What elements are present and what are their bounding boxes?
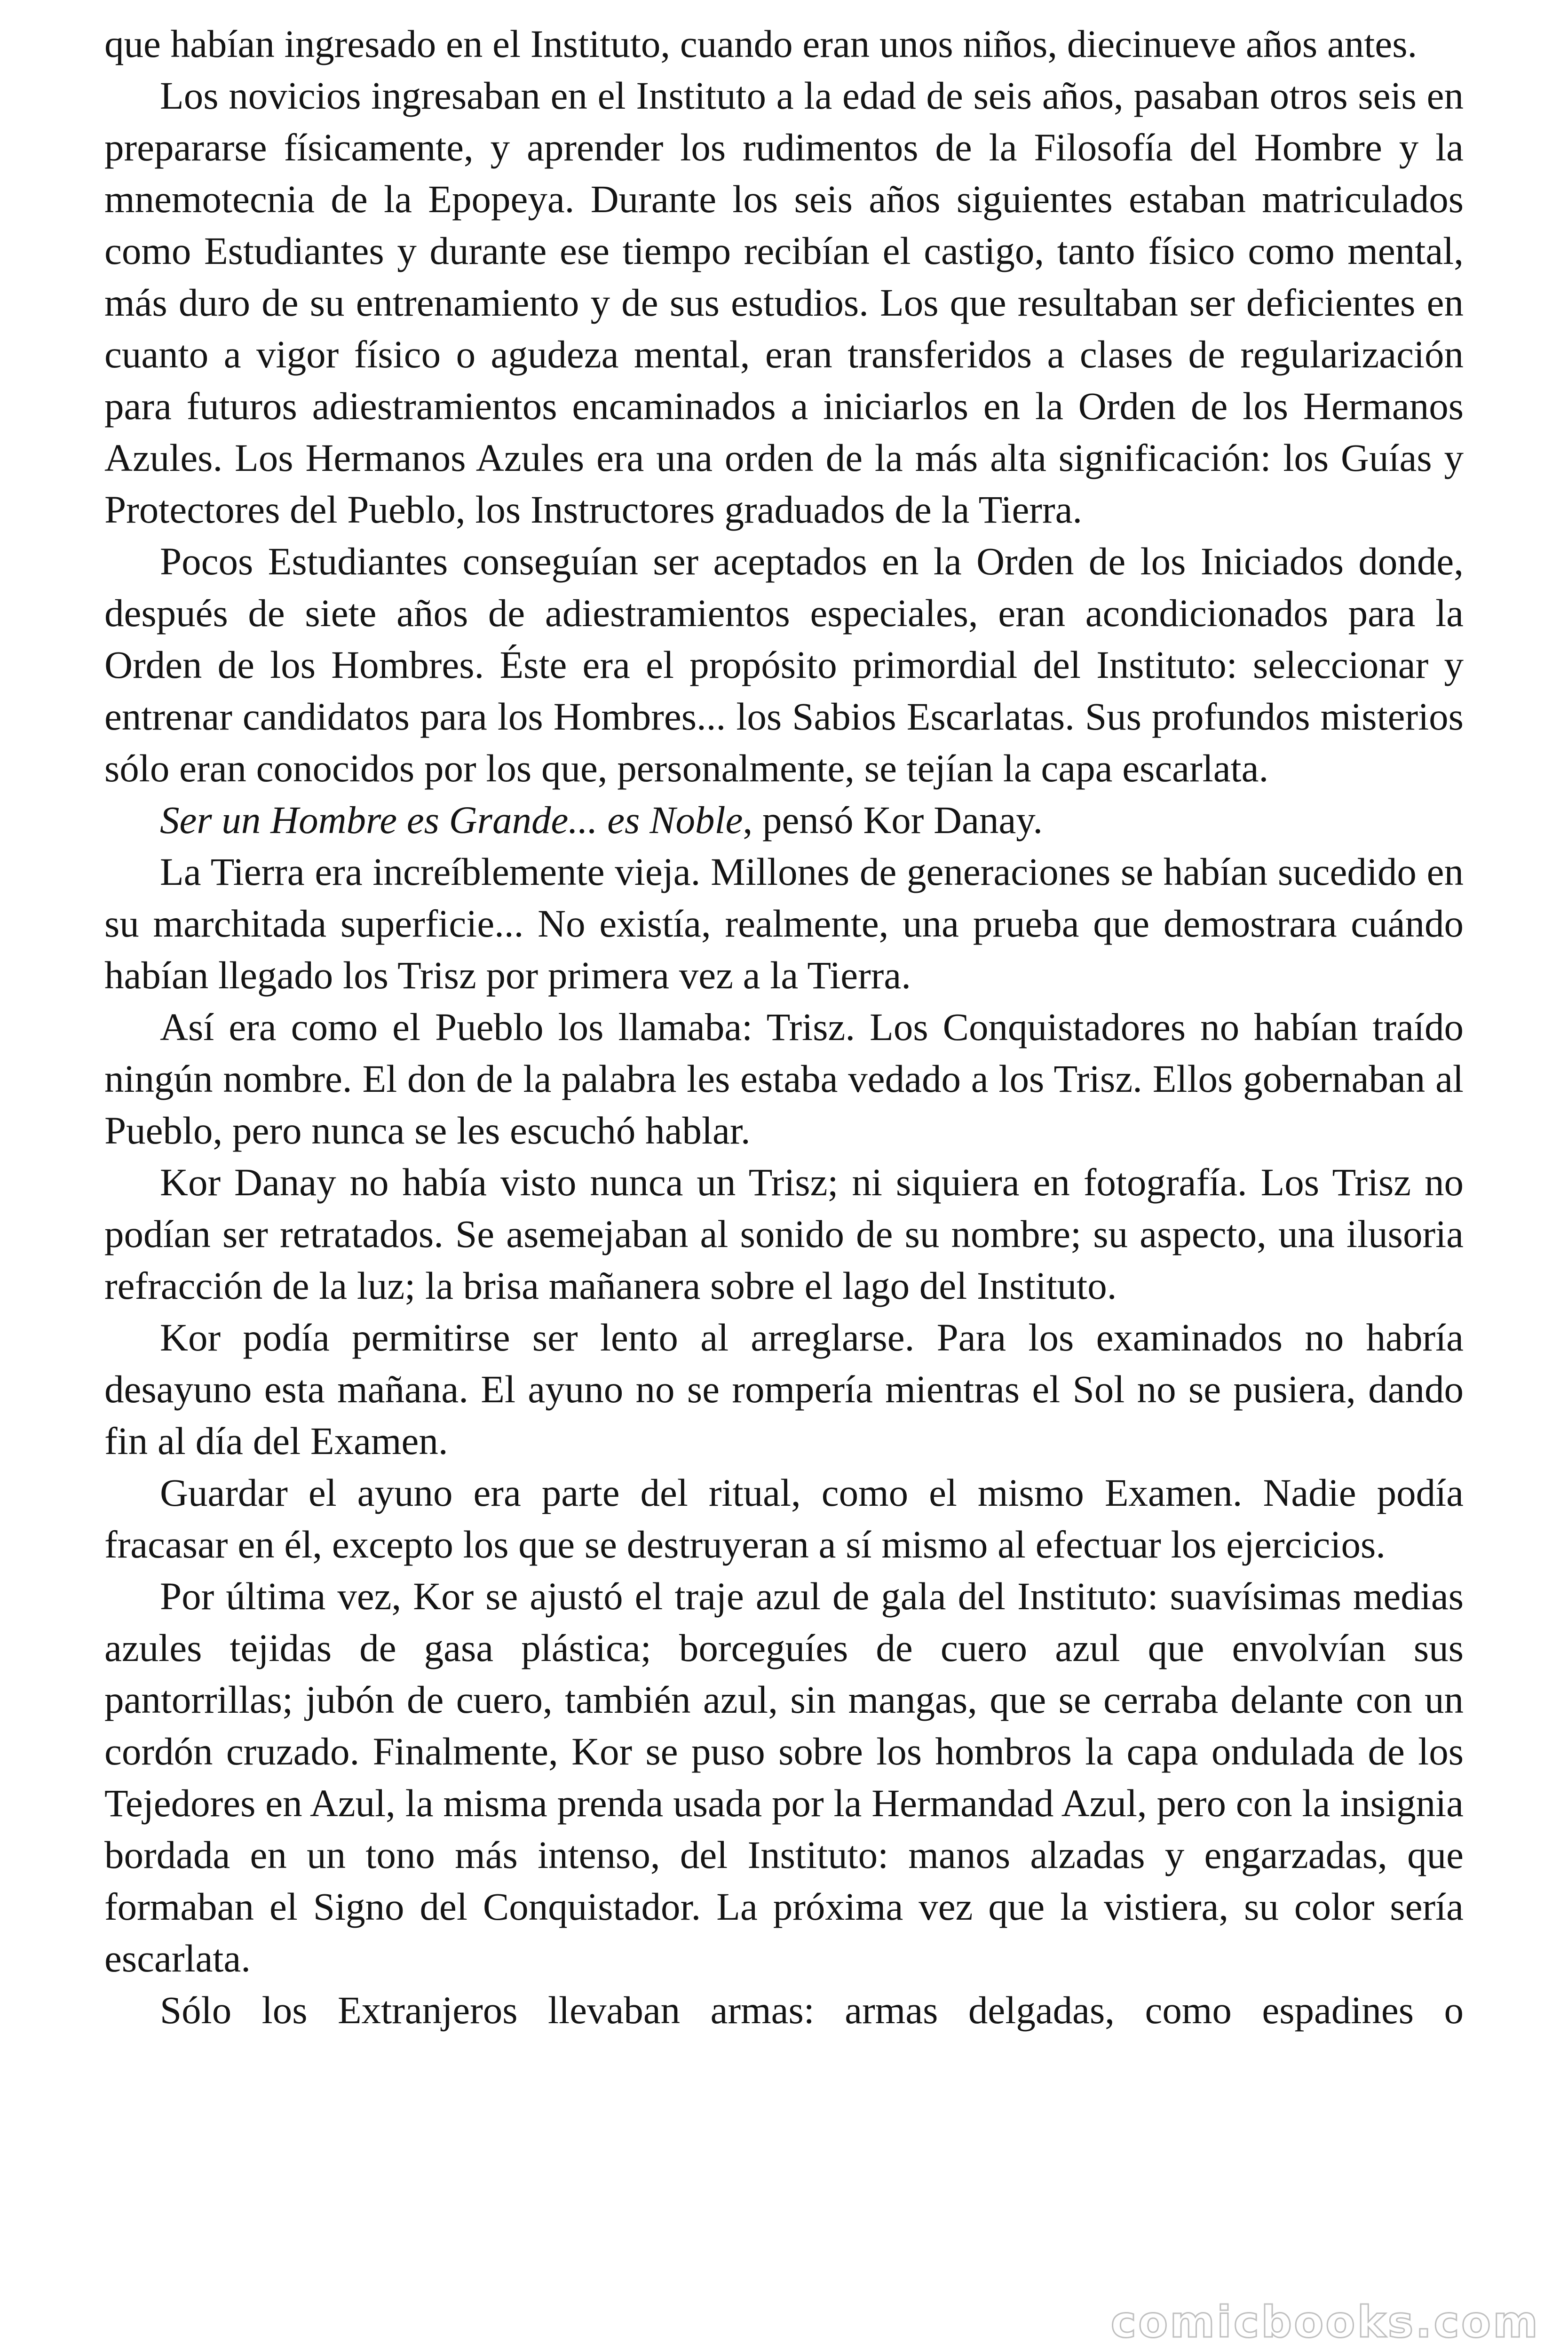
watermark-logo: comicbooks.com (1110, 2297, 1540, 2347)
paragraph: Sólo los Extranjeros llevaban armas: armas delgadas, como espadines o (160, 1988, 1464, 2032)
paragraph: Kor Danay no había visto nunca un Trisz; ni siquiera en fotografía. Los Trisz no podían ser retratados. Se asemejaban al sonido de su nombre; su aspecto, una ilusoria refracción de la luz; la brisa mañanera sobre el lago del Instituto. (104, 1160, 1464, 1307)
paragraph (104, 794, 1464, 846)
paragraph: Así era como el Pueblo los llamaba: Trisz. Los Conquistadores no habían traído ningún nombre. El don de la palabra les estaba vedado a los Trisz. Ellos gobernaban al Pueblo, pero nunca se les escuchó hablar. (104, 1005, 1464, 1152)
paragraph: Kor podía permitirse ser lento al arreglarse. Para los examinados no habría desayuno esta mañana. El ayuno no se rompería mientras el Sol no se pusiera, dando fin al día del Examen. (104, 1316, 1464, 1462)
paragraph: La Tierra era increíblemente vieja. Millones de generaciones se habían sucedido en su marchitada superficie... No existía, realmente, una prueba que demostrara cuándo habían llegado los Trisz por primera vez a la Tierra. (104, 850, 1464, 997)
paragraph: Guardar el ayuno era parte del ritual, como el mismo Examen. Nadie podía fracasar en él, excepto los que se destruyeran a sí mismo al efectuar los ejercicios. (104, 1471, 1464, 1566)
paragraph-text: , pensó Kor Danay. (743, 798, 1043, 842)
italic-phrase: Ser un Hombre es Grande... es Noble (160, 798, 743, 842)
paragraph: que habían ingresado en el Instituto, cuando eran unos niños, diecinueve años antes. (104, 22, 1418, 65)
paragraph: Por última vez, Kor se ajustó el traje azul de gala del Instituto: suavísimas medias azules tejidas de gasa plástica; borceguíes de cuero azul que envolvían sus pantorrillas; jubón de cuero, también azul, sin mangas, que se cerraba delante con un cordón cruzado. Finalmente, Kor se puso sobre los hombros la capa ondulada de los Tejedores en Azul, la misma prenda usada por la Hermandad Azul, pero con la insignia bordada en un tono más intenso, del Instituto: manos alzadas y engarzadas, que formaban el Signo del Conquistador. La próxima vez que la vistiera, su color sería escarlata. (104, 1574, 1464, 1980)
body-text (104, 18, 1464, 2036)
paragraph: Los novicios ingresaban en el Instituto a la edad de seis años, pasaban otros seis en prepararse físicamente, y aprender los rudimentos de la Filosofía del Hombre y la mnemotecnia de la Epopeya. Durante los seis años siguientes estaban matriculados como Estudiantes y durante ese tiempo recibían el castigo, tanto físico como mental, más duro de su entrenamiento y de sus estudios. Los que resultaban ser deficientes en cuanto a vigor físico o agudeza mental, eran transferidos a clases de regularización para futuros adiestramientos encaminados a iniciarlos en la Orden de los Hermanos Azules. Los Hermanos Azules era una orden de la más alta significación: los Guías y Protectores del Pueblo, los Instructores graduados de la Tierra. (104, 74, 1464, 531)
paragraph: Pocos Estudiantes conseguían ser aceptados en la Orden de los Iniciados donde, después de siete años de adiestramientos especiales, eran acondicionados para la Orden de los Hombres. Éste era el propósito primordial del Instituto: seleccionar y entrenar candidatos para los Hombres... los Sabios Escarlatas. Sus profundos misterios sólo eran conocidos por los que, personalmente, se tejían la capa escarlata. (104, 540, 1464, 790)
